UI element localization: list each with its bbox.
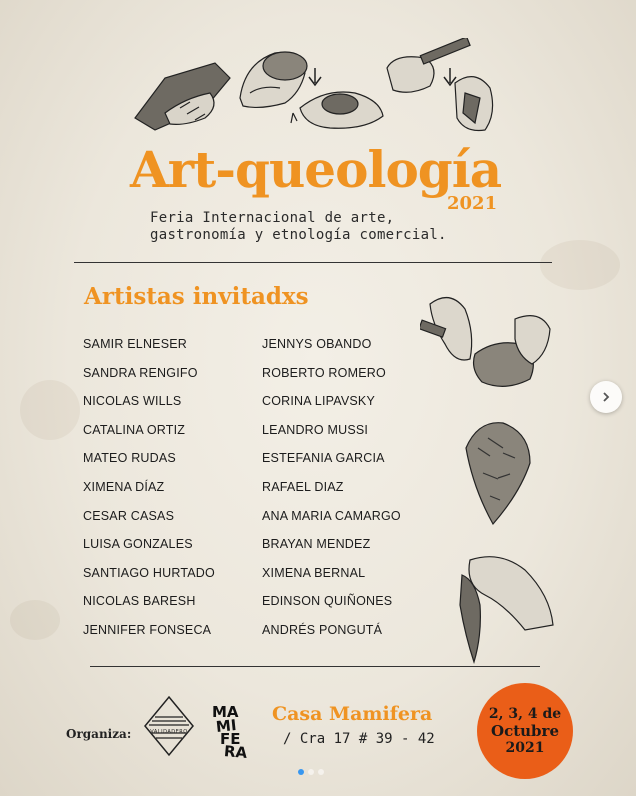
paper-stain (10, 600, 60, 640)
artists-list-left (83, 337, 215, 652)
artist-name: SANTIAGO HURTADO (83, 565, 215, 580)
artist-name: NICOLAS WILLS (83, 394, 182, 409)
venue-name: Casa Mamifera (272, 703, 433, 725)
logo-letters: MI (215, 715, 238, 737)
artist-name: NICOLAS BARESH (83, 594, 196, 609)
artist-name: LUISA GONZALES (83, 537, 193, 552)
venue-address: / Cra 17 # 39 - 42 (283, 731, 435, 747)
artist-name: JENNIFER FONSECA (83, 622, 212, 637)
date-badge (477, 683, 573, 779)
artists-heading: Artistas invitadxs (84, 283, 309, 310)
carousel-dot[interactable] (308, 769, 314, 775)
stone-tools-illustration (125, 38, 505, 138)
subtitle-line: Feria Internacional de arte, (150, 210, 395, 226)
artist-name: CORINA LIPAVSKY (262, 394, 375, 409)
artist-name: CATALINA ORTIZ (83, 422, 186, 437)
hand-with-blade-illustration (450, 550, 555, 665)
paper-stain (20, 380, 80, 440)
artist-name: CESAR CASAS (83, 508, 175, 523)
artist-name: LEANDRO MUSSI (262, 422, 369, 437)
top-divider (74, 262, 552, 263)
artist-name: XIMENA BERNAL (262, 565, 366, 580)
artist-name: SAMIR ELNESER (83, 337, 188, 351)
organizer-label: Organiza: (66, 727, 132, 741)
date-year: 2021 (505, 739, 545, 756)
logo-letters: RA (223, 742, 248, 762)
arrow-down-icon (309, 68, 321, 85)
artists-list-right (262, 337, 401, 652)
hands-carving-illustration (420, 284, 555, 399)
date-month: Octubre (491, 721, 559, 740)
artist-name: JENNYS OBANDO (262, 337, 372, 351)
artist-name: ANDRÉS PONGUTÁ (262, 622, 383, 637)
arrowhead-illustration (458, 418, 538, 528)
artist-name: ROBERTO ROMERO (262, 365, 386, 380)
carousel-dot[interactable] (298, 769, 304, 775)
carousel-dots (298, 769, 324, 775)
artist-name: BRAYAN MENDEZ (262, 537, 371, 552)
artist-name: ESTEFANIA GARCIA (262, 451, 385, 466)
logo-letters: MA (212, 703, 239, 721)
carousel-next-button[interactable] (590, 381, 622, 413)
mamifera-logo (210, 703, 258, 762)
paper-stain (540, 240, 620, 290)
validadero-logo-text: VALIDADERO (150, 729, 188, 735)
artist-name: ANA MARIA CAMARGO (262, 508, 401, 523)
poster-year: 2021 (447, 193, 498, 214)
date-days: 2, 3, 4 de (488, 705, 562, 722)
artist-name: EDINSON QUIÑONES (262, 594, 393, 609)
artist-name: SANDRA RENGIFO (83, 365, 198, 380)
chevron-right-icon (600, 391, 612, 403)
poster-title: Art-queología (130, 140, 502, 199)
artist-name: XIMENA DÍAZ (83, 479, 165, 494)
artist-name: MATEO RUDAS (83, 451, 176, 466)
arrow-down-icon (444, 68, 456, 85)
validadero-logo (143, 695, 195, 757)
artist-name: RAFAEL DIAZ (262, 479, 344, 494)
carousel-dot[interactable] (318, 769, 324, 775)
logo-letters: FE (220, 730, 241, 748)
poster-subtitle (150, 210, 447, 244)
subtitle-line: gastronomía y etnología comercial. (150, 227, 447, 243)
bottom-divider (90, 666, 540, 667)
